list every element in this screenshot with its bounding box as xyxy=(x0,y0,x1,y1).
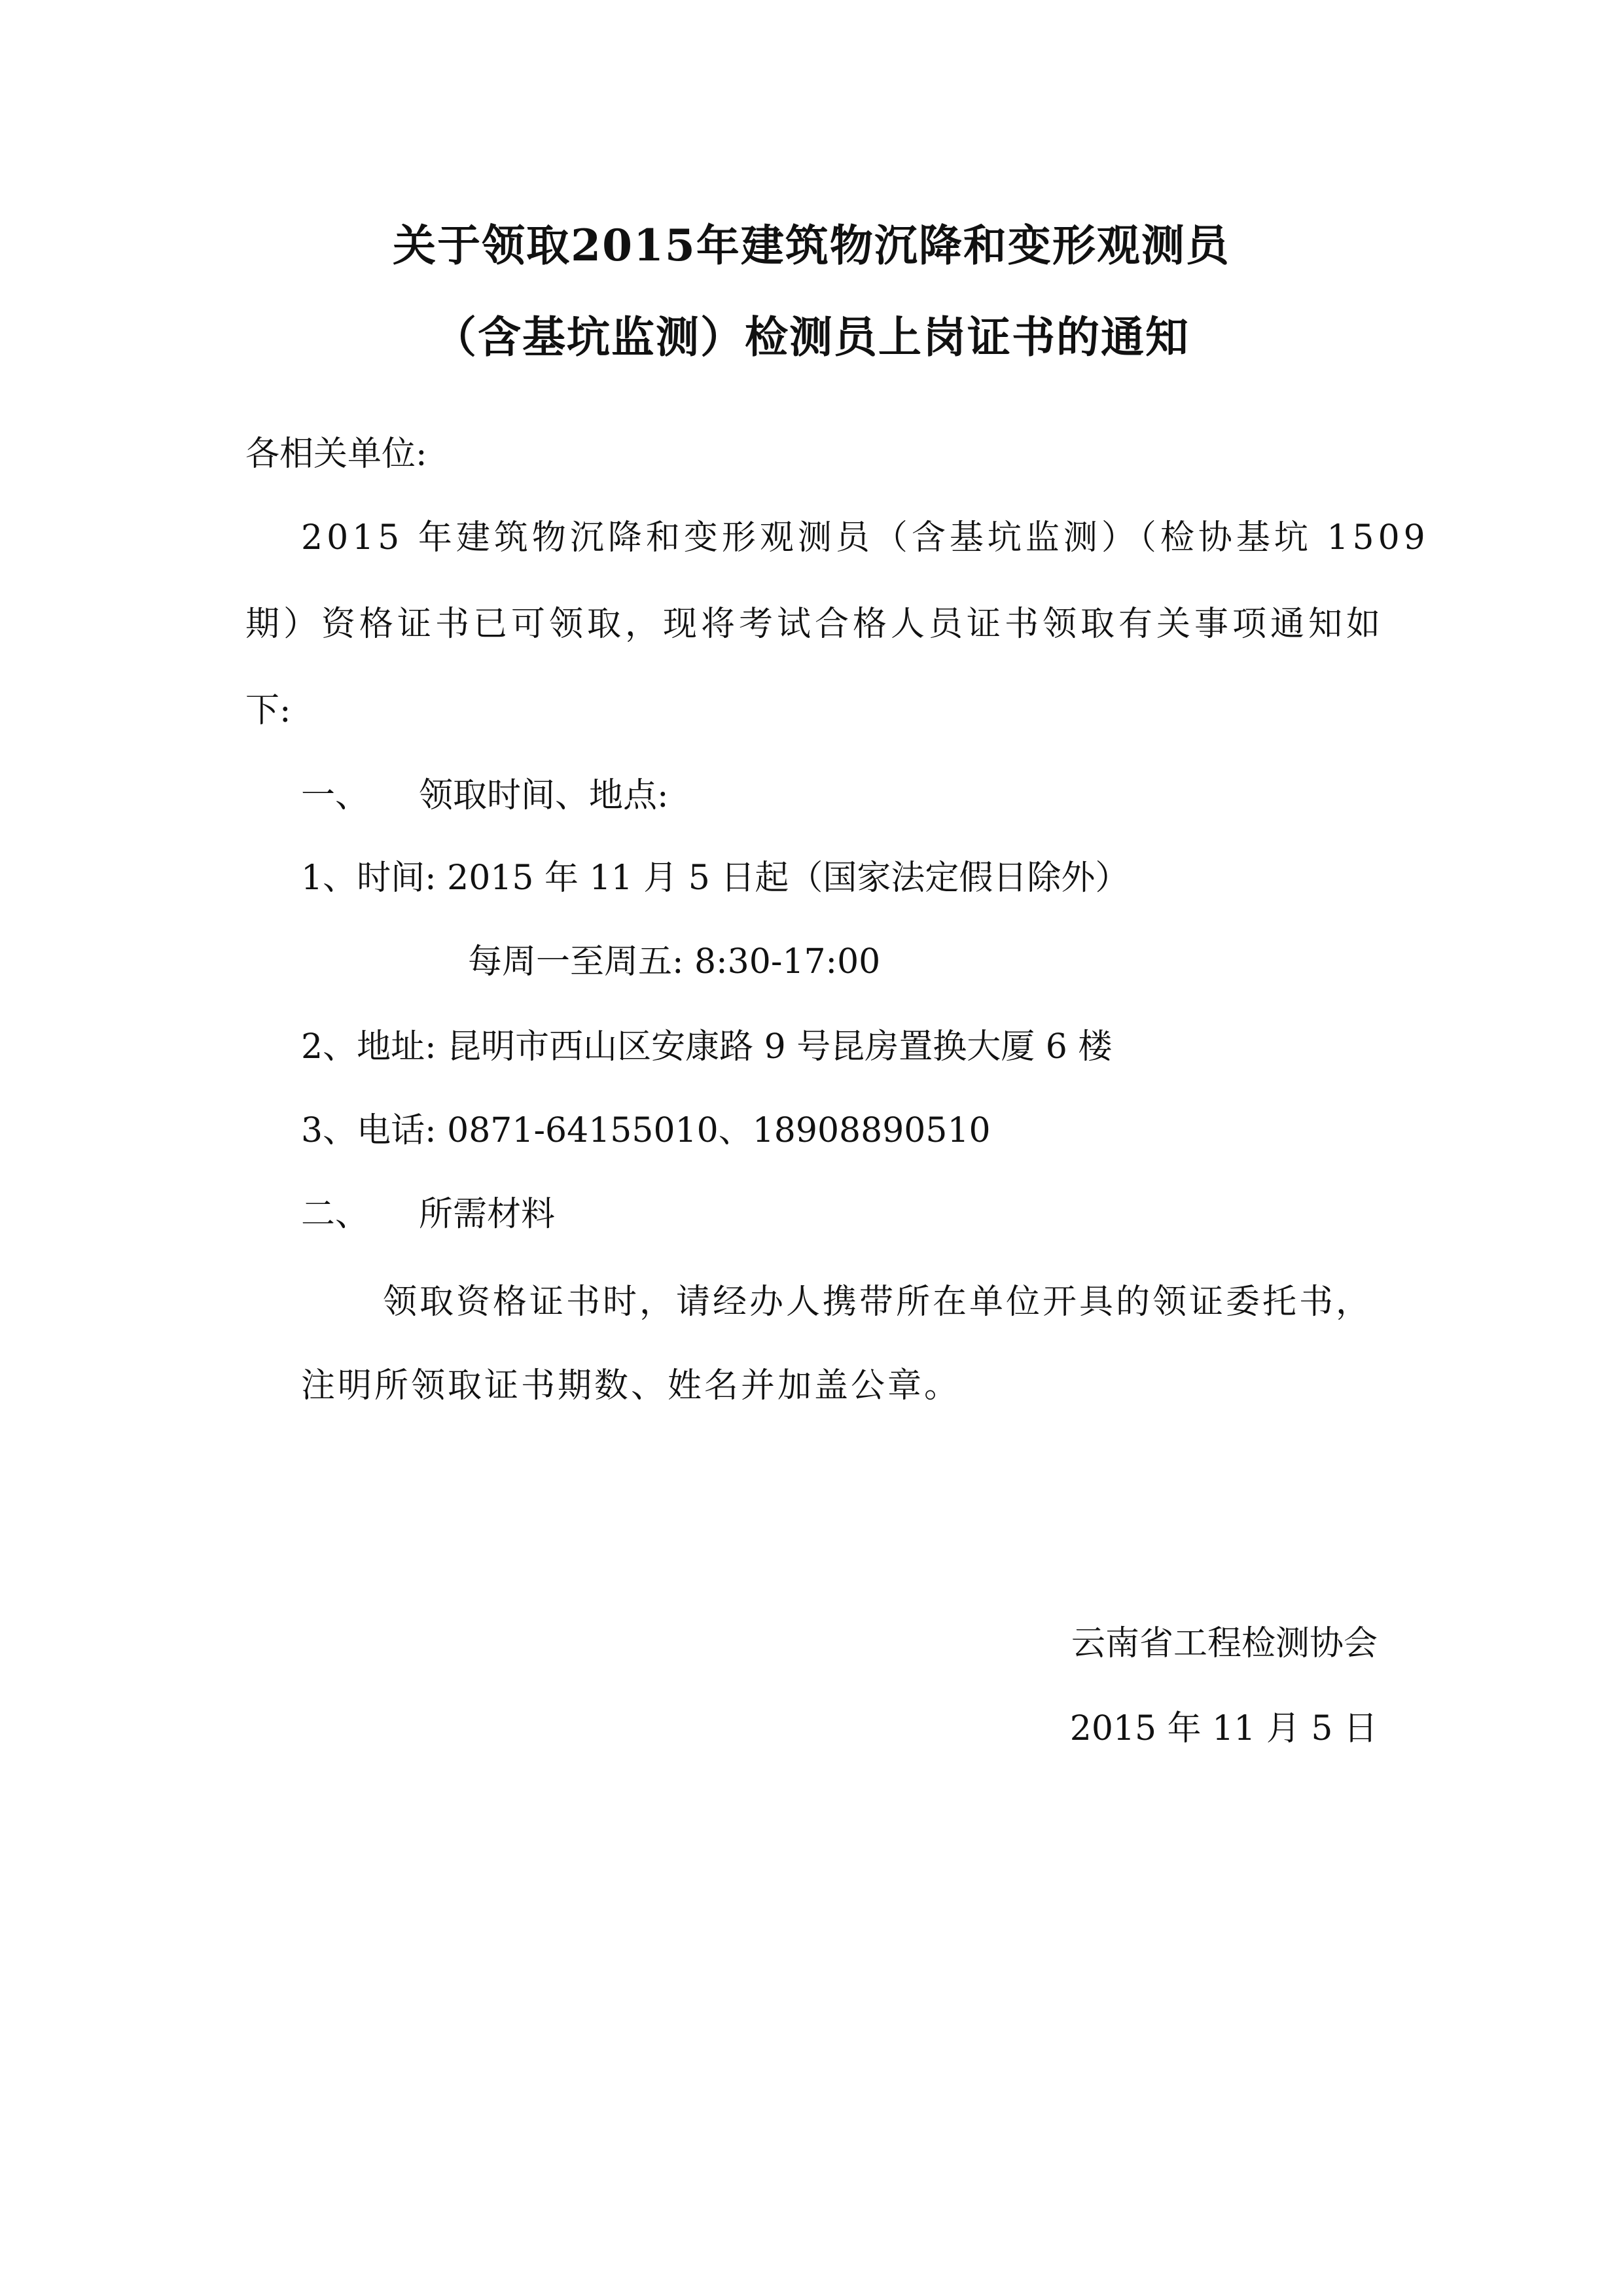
signature-organization: 云南省工程检测协会 xyxy=(1071,1624,1378,1663)
intro-line-2: 期）资格证书已可领取，现将考试合格人员证书领取有关事项通知如 xyxy=(245,605,1385,644)
title-line-2: （含基坑监测）检测员上岗证书的通知 xyxy=(433,311,1190,362)
title-line-1: 关于领取2015年建筑物沉降和变形观测员 xyxy=(393,220,1230,271)
materials-line-1: 领取资格证书时，请经办人携带所在单位开具的领证委托书， xyxy=(383,1282,1373,1322)
intro-line-1: 2015 年建筑物沉降和变形观测员（含基坑监测）（检协基坑 1509 xyxy=(301,518,1429,557)
intro-line-3: 下: xyxy=(245,691,291,730)
section-2-title: 所需材料 xyxy=(419,1195,556,1234)
section-2-heading xyxy=(301,1195,555,1234)
salutation: 各相关单位: xyxy=(245,434,427,474)
section-1-number: 一、 xyxy=(301,776,370,815)
item-phone: 3、电话: 0871-64155010、18908890510 xyxy=(301,1111,991,1150)
section-1-heading xyxy=(301,776,669,815)
item-hours: 每周一至周五: 8:30-17:00 xyxy=(468,942,881,981)
section-1-title: 领取时间、地点: xyxy=(419,776,669,815)
item-address: 2、地址: 昆明市西山区安康路 9 号昆房置换大厦 6 楼 xyxy=(301,1027,1113,1067)
materials-line-2: 注明所领取证书期数、姓名并加盖公章。 xyxy=(301,1366,961,1405)
section-2-number: 二、 xyxy=(301,1195,370,1234)
item-time: 1、时间: 2015 年 11 月 5 日起（国家法定假日除外） xyxy=(301,858,1130,898)
signature-date: 2015 年 11 月 5 日 xyxy=(1069,1709,1378,1748)
